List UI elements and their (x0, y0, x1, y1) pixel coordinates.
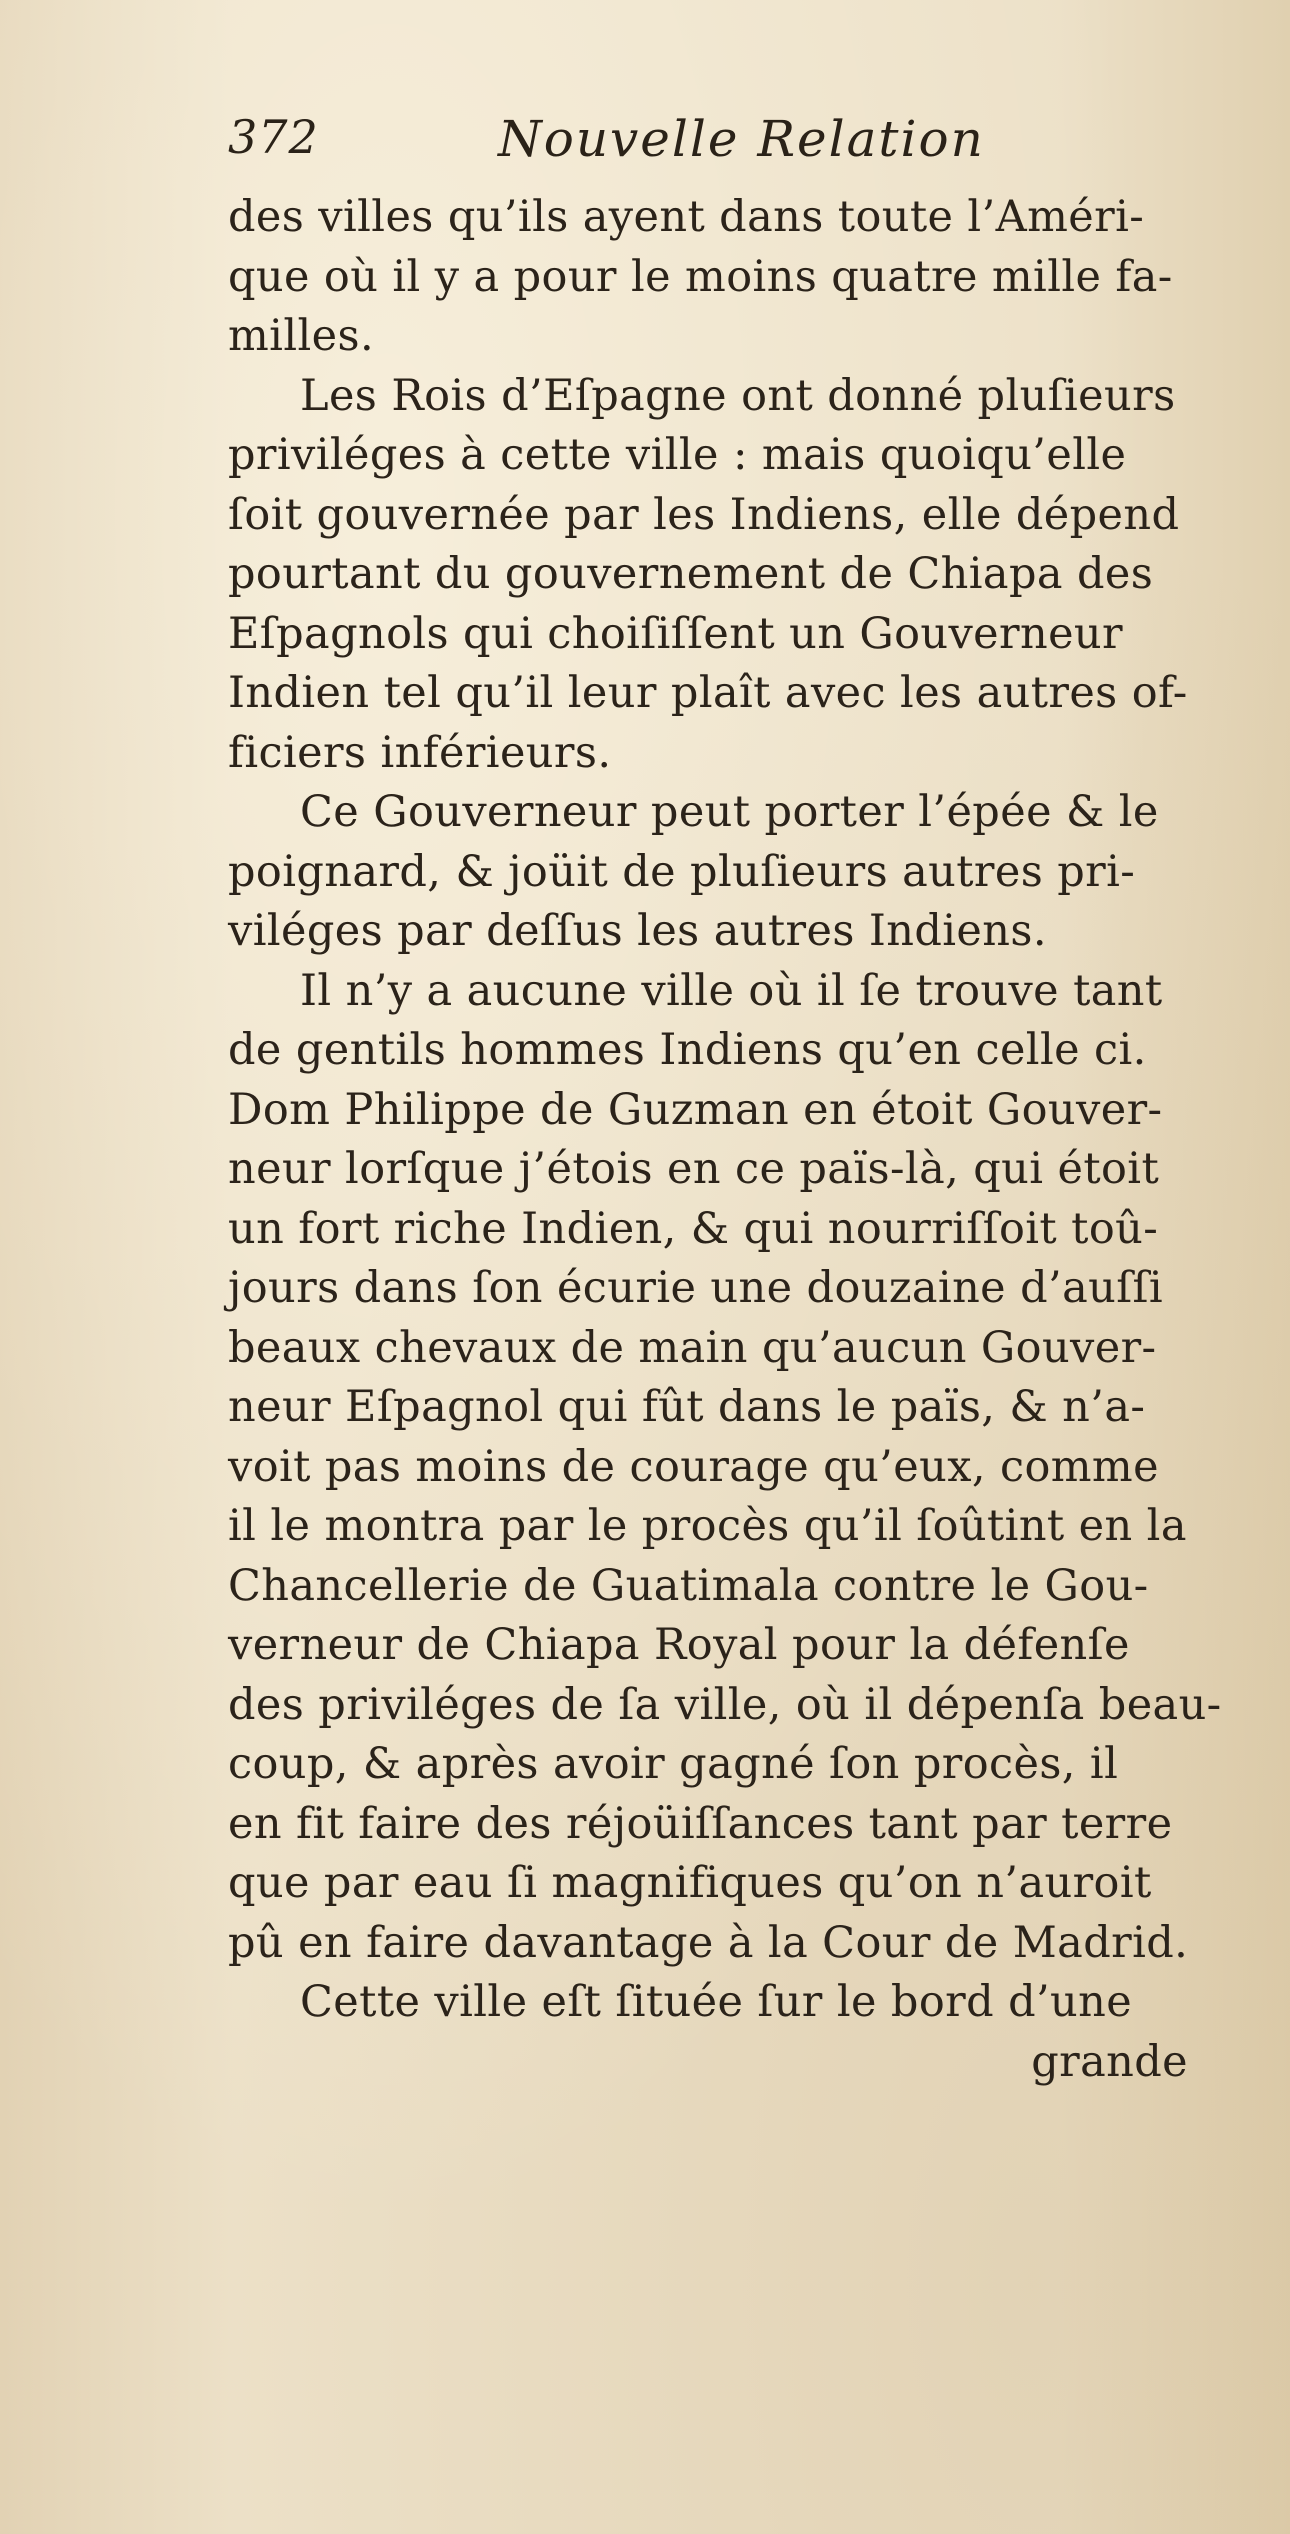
text-line: milles. (228, 311, 375, 361)
text-line: Cette ville eſt ſituée ſur le bord d’une (300, 1977, 1133, 2027)
text-line: beaux chevaux de main qu’aucun Gouver- (228, 1322, 1157, 1373)
text-line: poignard, & joüit de pluſieurs autres pri- (228, 846, 1136, 897)
text-line: que par eau ſi magnifiques qu’on n’auroit (228, 1858, 1152, 1908)
text-line: Les Rois d’Eſpagne ont donné pluſieurs (300, 370, 1176, 421)
text-line: Il n’y a aucune ville où il ſe trouve tant (300, 965, 1163, 1016)
text-line: que où il y a pour le moins quatre mille fa- (228, 251, 1173, 302)
text-line: il le montra par le procès qu’il ſoûtint en la (228, 1501, 1187, 1551)
text-line: pourtant du gouvernement de Chiapa des (228, 549, 1154, 599)
text-line: jours dans ſon écurie une douzaine d’auſſi (228, 1263, 1163, 1313)
text-line: voit pas moins de courage qu’eux, comme (228, 1441, 1159, 1492)
text-line: Dom Philippe de Guzman en étoit Gouver- (228, 1084, 1163, 1135)
text-line: Indien tel qu’il leur plaît avec les autres of- (228, 668, 1188, 718)
text-line: de gentils hommes Indiens qu’en celle ci. (228, 1025, 1147, 1075)
page-header (228, 110, 1188, 190)
text-line: coup, & après avoir gagné ſon procès, il (228, 1739, 1119, 1789)
text-line: des villes qu’ils ayent dans toute l’Améri- (228, 192, 1145, 242)
text-line: ſoit gouvernée par les Indiens, elle dépend (228, 489, 1180, 540)
text-line: Ce Gouverneur peut porter l’épée & le (300, 787, 1159, 837)
catchword: grande (1031, 2036, 1188, 2087)
running-head: Nouvelle Relation (498, 110, 985, 168)
text-line: priviléges à cette ville : mais quoiqu’elle (228, 430, 1127, 480)
text-line: viléges par deſſus les autres Indiens. (228, 906, 1047, 956)
text-line: en fit faire des réjoüiſſances tant par terre (228, 1798, 1173, 1849)
text-line: Chancellerie de Guatimala contre le Gou- (228, 1560, 1149, 1611)
text-line: verneur de Chiapa Royal pour la défenſe (228, 1620, 1130, 1670)
body-text (228, 188, 1228, 2092)
page-number: 372 (228, 110, 319, 164)
text-line: des priviléges de ſa ville, où il dépenſa beau- (228, 1679, 1222, 1730)
text-line: ficiers inférieurs. (228, 727, 612, 778)
text-line: Eſpagnols qui choiſiſſent un Gouverneur (228, 608, 1123, 659)
text-line: neur Eſpagnol qui fût dans le païs, & n’a- (228, 1382, 1146, 1432)
text-line: un fort riche Indien, & qui nourriſſoit toû- (228, 1203, 1159, 1254)
text-line: neur lorſque j’étois en ce païs-là, qui étoit (228, 1144, 1160, 1194)
catchword-row (228, 2033, 1228, 2093)
text-line: pû en faire davantage à la Cour de Madrid. (228, 1917, 1189, 1968)
